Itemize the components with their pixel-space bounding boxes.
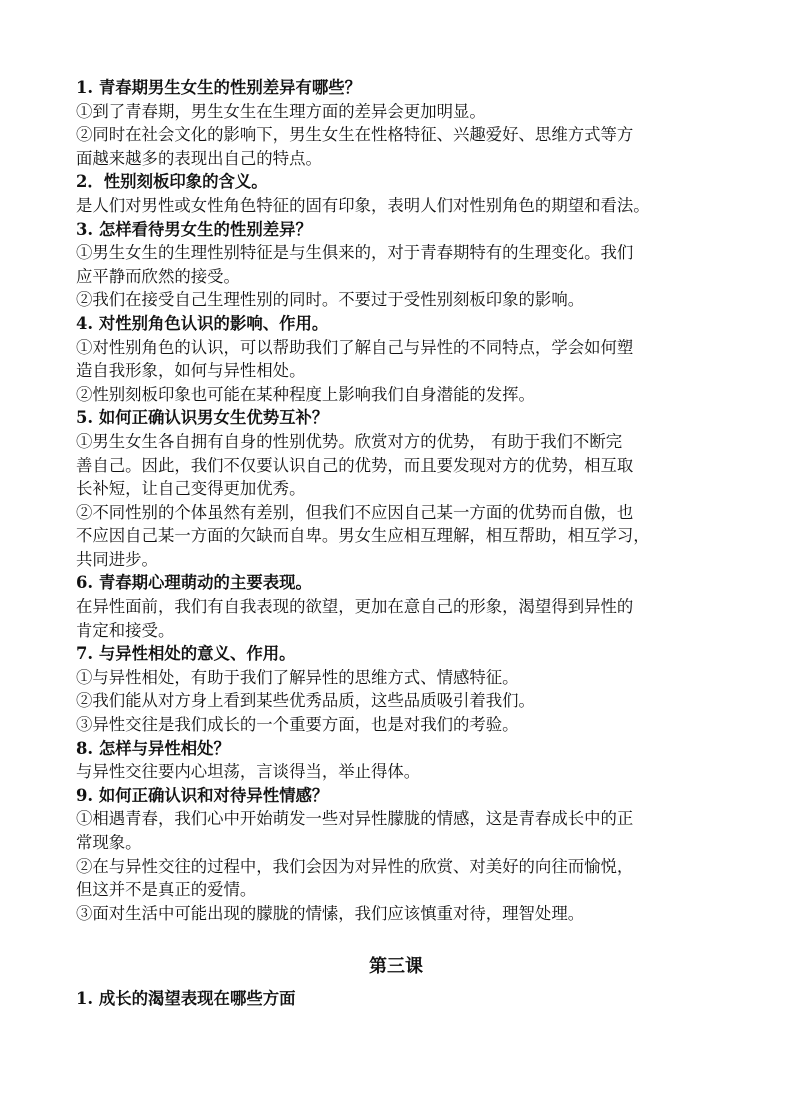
section-heading: 9. 如何正确认识和对待异性情感？ [76, 785, 329, 805]
paragraph-line: ①相遇青春，我们心中开始萌发一些对异性朦胧的情感，这是青春成长中的正 [76, 809, 634, 829]
paragraph-line: 与异性交往要内心坦荡，言谈得当，举止得体。 [76, 762, 421, 782]
paragraph-line: 常现象。 [76, 833, 142, 852]
chapter-title: 第三课 [369, 955, 423, 977]
paragraph-line: 善自己。因此，我们不仅要认识自己的优势，而且要发现对方的优势，相互取 [76, 455, 634, 475]
paragraph-line: 在异性面前，我们有自我表现的欲望，更加在意自己的形象，渴望得到异性的 [76, 597, 634, 617]
paragraph-line: ①与异性相处，有助于我们了解异性的思维方式、情感特征。 [76, 667, 519, 687]
section-heading: 4. 对性别角色认识的影响、作用。 [76, 313, 329, 333]
paragraph-line: ①男生女生各自拥有自身的性别优势。欣赏对方的优势， 有助于我们不断完 [76, 431, 623, 451]
paragraph-line: 是人们对男性或女性角色特征的固有印象，表明人们对性别角色的期望和看法。 [76, 195, 650, 215]
paragraph-line: 肯定和接受。 [76, 620, 175, 640]
paragraph-line: 不应因自己某一方面的欠缺而自卑。男女生应相互理解，相互帮助，相互学习， [76, 526, 650, 546]
paragraph-line: ①男生女生的生理性别特征是与生俱来的，对于青春期特有的生理变化。我们 [76, 243, 634, 263]
paragraph-line: 造自我形象，如何与异性相处。 [76, 361, 306, 381]
section-heading: 7. 与异性相处的意义、作用。 [76, 644, 296, 664]
section-heading: 8. 怎样与异性相处？ [76, 738, 230, 758]
document-page [76, 76, 716, 1010]
document-body [76, 76, 716, 925]
blank-line [76, 925, 716, 949]
section-heading: 6. 青春期心理萌动的主要表现。 [76, 573, 312, 593]
section-heading: 1. 青春期男生女生的性别差异有哪些？ [76, 78, 362, 97]
paragraph-line: ③面对生活中可能出现的朦胧的情愫，我们应该慎重对待，理智处理。 [76, 903, 585, 923]
paragraph-line: ②在与异性交往的过程中，我们会因为对异性的欣赏、对美好的向往而愉悦， [76, 856, 634, 876]
paragraph-line: 共同进步。 [76, 549, 158, 569]
paragraph-line: ②不同性别的个体虽然有差别，但我们不应因自己某一方面的优势而自傲，也 [76, 502, 634, 522]
section-heading: 3. 怎样看待男女生的性别差异？ [76, 219, 312, 239]
paragraph-line: ②我们在接受自己生理性别的同时。不要过于受性别刻板印象的影响。 [76, 290, 585, 310]
paragraph-line: 面越来越多的表现出自己的特点。 [76, 148, 322, 168]
paragraph-line: ②我们能从对方身上看到某些优秀品质，这些品质吸引着我们。 [76, 691, 535, 711]
section-heading: 2．性别刻板印象的含义。 [76, 172, 268, 192]
paragraph-line: ③异性交往是我们成长的一个重要方面，也是对我们的考验。 [76, 715, 519, 735]
chapter-body [76, 987, 716, 1011]
paragraph-line: 长补短，让自己变得更加优秀。 [76, 479, 306, 499]
paragraph-line: ①到了青春期，男生女生在生理方面的差异会更加明显。 [76, 101, 486, 121]
section-heading: 5. 如何正确认识男女生优势互补？ [76, 408, 329, 428]
paragraph-line: 但这并不是真正的爱情。 [76, 880, 257, 900]
section-heading: 1. 成长的渴望表现在哪些方面 [76, 988, 296, 1008]
paragraph-line: ②性别刻板印象也可能在某种程度上影响我们自身潜能的发挥。 [76, 384, 535, 404]
paragraph-line: ①对性别角色的认识，可以帮助我们了解自己与异性的不同特点，学会如何塑 [76, 337, 634, 357]
paragraph-line: 应平静而欣然的接受。 [76, 266, 240, 286]
paragraph-line: ②同时在社会文化的影响下，男生女生在性格特征、兴趣爱好、思维方式等方 [76, 125, 634, 145]
